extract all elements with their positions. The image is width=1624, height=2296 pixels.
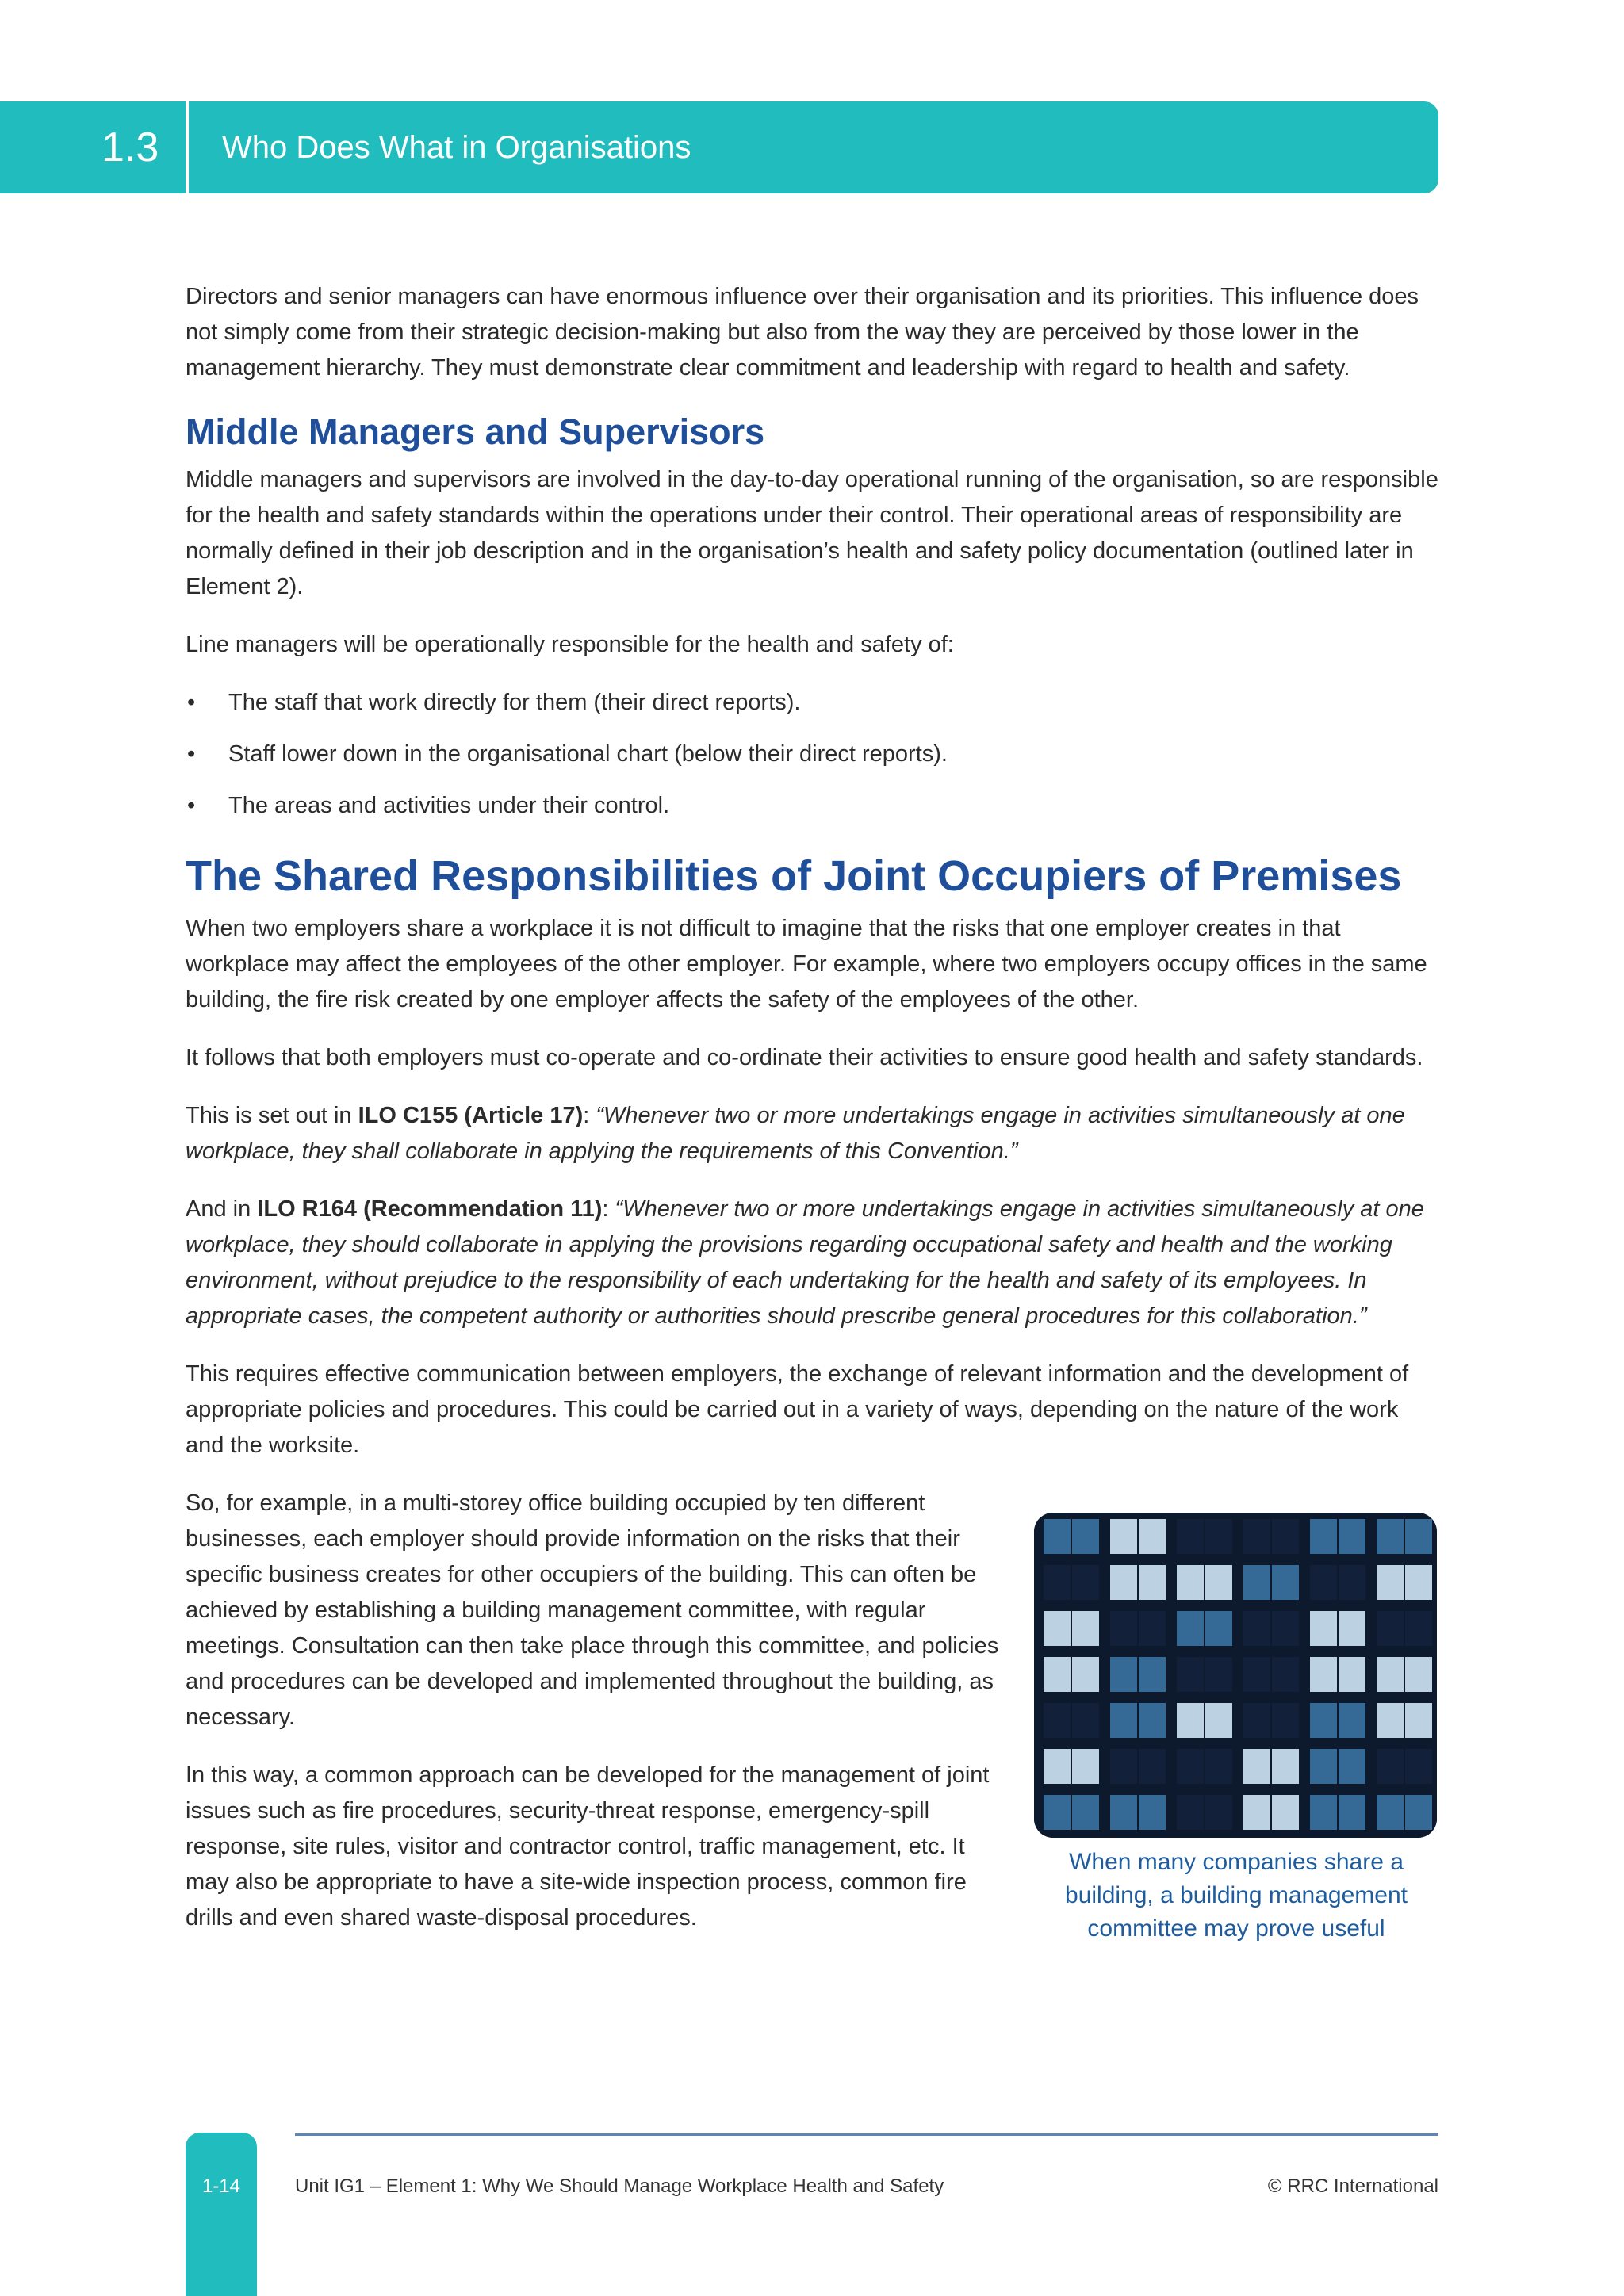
window-mullion [1204, 1519, 1205, 1554]
paragraph: Middle managers and supervisors are involved in the day-to-day operational running of the organisation, so are responsible for the health and safety standards within the operations under their control. Their operational areas of responsibility are normally defined in their job description and in the organisation’s health and safety policy documentation (outlined later in Element 2). [186, 467, 1438, 599]
window-mullion [1071, 1519, 1072, 1554]
window-mullion [1137, 1795, 1139, 1830]
text-span: And in [186, 1196, 258, 1222]
paragraph: So, for example, in a multi-storey office building occupied by ten different businesses, each employer should provide information on the risks that their specific business creates for other occupiers of the building. This can often be achieved by establishing a building management committee, with regular meetings. Consultation can then take place through this committee, and policies and procedures can be developed and implemented throughout the building, as necessary. [186, 1490, 999, 1730]
paragraph: This requires effective communication between employers, the exchange of relevant information and the development of appropriate policies and procedures. This could be carried out in a variety of ways, depending on the nature of the work and the worksite. [186, 1361, 1409, 1458]
window-mullion [1204, 1611, 1205, 1646]
window-mullion [1404, 1519, 1405, 1554]
page-content [186, 279, 1438, 1958]
window-mullion [1404, 1565, 1405, 1600]
building-figure [1034, 1513, 1438, 1946]
window-mullion [1270, 1749, 1272, 1784]
window-mullion [1204, 1657, 1205, 1692]
footer-unit-title: Unit IG1 – Element 1: Why We Should Manage Workplace Health and Safety [295, 2175, 944, 2197]
ilo-c155-paragraph [186, 1098, 1438, 1169]
window-mullion [1270, 1611, 1272, 1646]
window-mullion [1270, 1565, 1272, 1600]
window-mullion [1404, 1657, 1405, 1692]
window-mullion [1071, 1749, 1072, 1784]
window-mullion [1137, 1611, 1139, 1646]
heading-middle-managers: Middle Managers and Supervisors [186, 411, 765, 452]
window-mullion [1204, 1749, 1205, 1784]
window-mullion [1337, 1749, 1339, 1784]
window-mullion [1071, 1657, 1072, 1692]
window-mullion [1137, 1703, 1139, 1738]
window-mullion [1071, 1703, 1072, 1738]
window-mullion [1337, 1657, 1339, 1692]
window-mullion [1404, 1703, 1405, 1738]
text-span: : [602, 1196, 615, 1222]
window-mullion [1337, 1795, 1339, 1830]
ilo-r164-quote: “Whenever two or more undertakings engage in activities simultaneously at one workplace, they should collaborate in applying the provisions regarding occupational safety and health and the working environment, without prejudice to the responsibility of each undertaking for the health and safety of its employees. In appropriate cases, the competent authority or authorities should prescribe general procedures for this collaboration.” [186, 1196, 1424, 1329]
window-mullion [1404, 1795, 1405, 1830]
paragraph: Line managers will be operationally responsible for the health and safety of: [186, 632, 954, 657]
window-mullion [1071, 1611, 1072, 1646]
footer-rule [295, 2133, 1438, 2136]
window-mullion [1204, 1795, 1205, 1830]
heading-shared-responsibilities: The Shared Responsibilities of Joint Occupiers of Premises [186, 852, 1402, 900]
paragraph: In this way, a common approach can be developed for the management of joint issues such as fire procedures, security-threat response, emergency-spill response, site rules, visitor and contractor control, traffic management, etc. It may also be appropriate to have a site-wide inspection process, common fire drills and even shared waste-disposal procedures. [186, 1762, 990, 1931]
text-span: : [583, 1103, 596, 1128]
window-mullion [1137, 1749, 1139, 1784]
office-building-illustration [1034, 1513, 1437, 1838]
window-mullion [1337, 1519, 1339, 1554]
ilo-r164-reference: ILO R164 (Recommendation 11) [257, 1196, 603, 1222]
footer-copyright: © RRC International [1267, 2175, 1438, 2197]
section-divider [186, 101, 189, 193]
window-mullion [1071, 1565, 1072, 1600]
window-mullion [1337, 1611, 1339, 1646]
section-number: 1.3 [102, 124, 159, 170]
window-mullion [1337, 1703, 1339, 1738]
window-mullion [1071, 1795, 1072, 1830]
paragraph: It follows that both employers must co-operate and co-ordinate their activities to ensure good health and safety standards. [186, 1045, 1423, 1070]
window-mullion [1270, 1657, 1272, 1692]
intro-paragraph: Directors and senior managers can have enormous influence over their organisation and its priorities. This influence does not simply come from their strategic decision-making but also from the way they are perceived by those lower in the management hierarchy. They must demonstrate clear commitment and leadership with regard to health and safety. [186, 284, 1419, 381]
window-mullion [1204, 1703, 1205, 1738]
ilo-c155-quote: “Whenever two or more undertakings engage in activities simultaneously at one workplace, they shall collaborate in applying the requirements of this Convention.” [186, 1103, 1405, 1164]
page-number: 1-14 [201, 2175, 241, 2197]
text-span: This is set out in [186, 1103, 358, 1128]
list-item: • The staff that work directly for them (their direct reports). [186, 685, 1438, 721]
office-building-photo [1034, 1513, 1437, 1838]
window-mullion [1337, 1565, 1339, 1600]
list-item: • Staff lower down in the organisational chart (below their direct reports). [186, 737, 1438, 772]
figure-caption: When many companies share a building, a building management committee may prove useful [1065, 1849, 1408, 1942]
window-mullion [1137, 1565, 1139, 1600]
window-mullion [1270, 1519, 1272, 1554]
paragraph: When two employers share a workplace it is not difficult to imagine that the risks that one employer creates in that workplace may affect the employees of the other employer. For example, where two employers occupy offices in the same building, the fire risk created by one employer affects the safety of the employees of the other. [186, 916, 1427, 1012]
window-mullion [1204, 1565, 1205, 1600]
page-number-tab [186, 2133, 257, 2296]
window-mullion [1137, 1657, 1139, 1692]
window-mullion [1404, 1611, 1405, 1646]
ilo-r164-paragraph [186, 1192, 1438, 1334]
list-item: • The areas and activities under their control. [186, 788, 1438, 824]
window-mullion [1270, 1703, 1272, 1738]
window-mullion [1270, 1795, 1272, 1830]
window-mullion [1404, 1749, 1405, 1784]
section-header-bar [0, 101, 1438, 193]
bullet-list [186, 685, 1438, 824]
ilo-c155-reference: ILO C155 (Article 17) [358, 1103, 584, 1128]
section-title: Who Does What in Organisations [222, 130, 691, 165]
window-mullion [1137, 1519, 1139, 1554]
